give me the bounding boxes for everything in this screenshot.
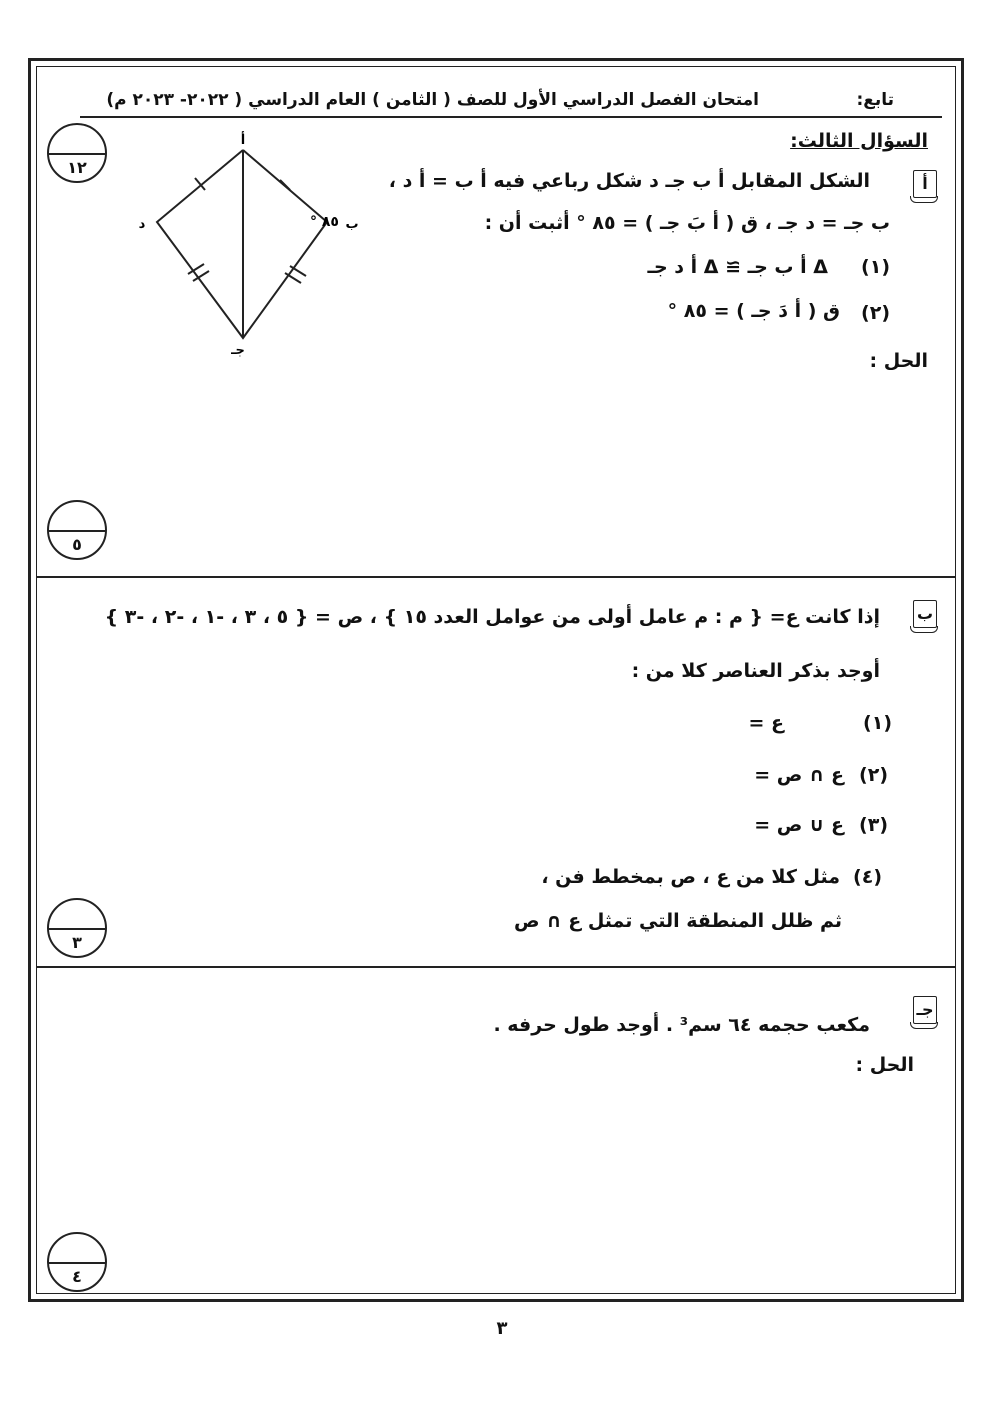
section-c-statement: مكعب حجمه ٦٤ سم³ . أوجد طول حرفه . <box>493 1014 870 1036</box>
divider-b-c <box>36 966 956 968</box>
score-circle-total: ١٢ <box>47 123 107 183</box>
score-circle-c: ٤ <box>47 1232 107 1292</box>
section-b-item3-number: (٣) <box>859 814 888 836</box>
section-a-item1: Δ أ ب جـ ≅ Δ أ د جـ <box>647 256 828 278</box>
score-circle-b: ٣ <box>47 898 107 958</box>
section-a-item1-number: (١) <box>861 256 890 278</box>
section-b-item4: مثل كلا من ع ، ص بمخطط فن ، <box>541 866 840 888</box>
question-title: السؤال الثالث: <box>790 130 928 152</box>
vertex-c: جـ <box>231 343 245 358</box>
page-number: ٣ <box>496 1318 508 1339</box>
label-scroll-icon: أ <box>913 170 937 198</box>
header-underline <box>80 116 942 118</box>
divider-a-b <box>36 576 956 578</box>
section-a-line1: الشكل المقابل أ ب جـ د شكل رباعي فيه أ ب = أ د ، <box>388 170 870 192</box>
angle-label: ٨٥ ° <box>310 214 339 230</box>
section-a-solution-label: الحل : <box>869 350 928 372</box>
vertex-d: د <box>138 217 146 232</box>
header-title: امتحان الفصل الدراسي الأول للصف ( الثامن ) العام الدراسي ( ٢٠٢٢- ٢٠٢٣ م) <box>106 90 759 110</box>
score-circle-a: ٥ <box>47 500 107 560</box>
kite-figure <box>130 128 370 358</box>
vertex-a: أ <box>240 133 246 148</box>
tick-ab <box>280 180 290 190</box>
section-b-item3: ع ∪ ص = <box>754 814 844 836</box>
section-a-item2-number: (٢) <box>861 302 890 324</box>
section-b-item2: ع ∩ ص = <box>754 764 844 786</box>
section-b-instruction: أوجد بذكر العناصر كلا من : <box>631 660 880 682</box>
section-b-item1: ع = <box>748 712 784 734</box>
section-a-item2: ق ( أ دَ جـ ) = ٨٥ ° <box>667 300 840 322</box>
section-b-item4-line2: ثم ظلل المنطقة التي تمثل ع ∩ ص <box>514 910 842 932</box>
section-b-statement: إذا كانت ع= { م : م عامل أولى من عوامل العدد ١٥ } ، ص = { ٥ ، ٣ ، -١ ، -٢ ، -٣ } <box>104 606 880 628</box>
section-b-item2-number: (٢) <box>859 764 888 786</box>
section-b-item1-number: (١) <box>863 712 892 734</box>
vertex-b: ب <box>345 217 359 232</box>
header-continued: تابع: <box>856 90 894 110</box>
label-scroll-icon: جـ <box>913 996 937 1024</box>
label-scroll-icon: ب <box>913 600 937 628</box>
section-a-line2: ب جـ = د جـ ، ق ( أ بَ جـ ) = ٨٥ ° أثبت أن : <box>484 212 890 234</box>
section-b-item4-number: (٤) <box>853 866 882 888</box>
section-c-solution-label: الحل : <box>855 1054 914 1076</box>
